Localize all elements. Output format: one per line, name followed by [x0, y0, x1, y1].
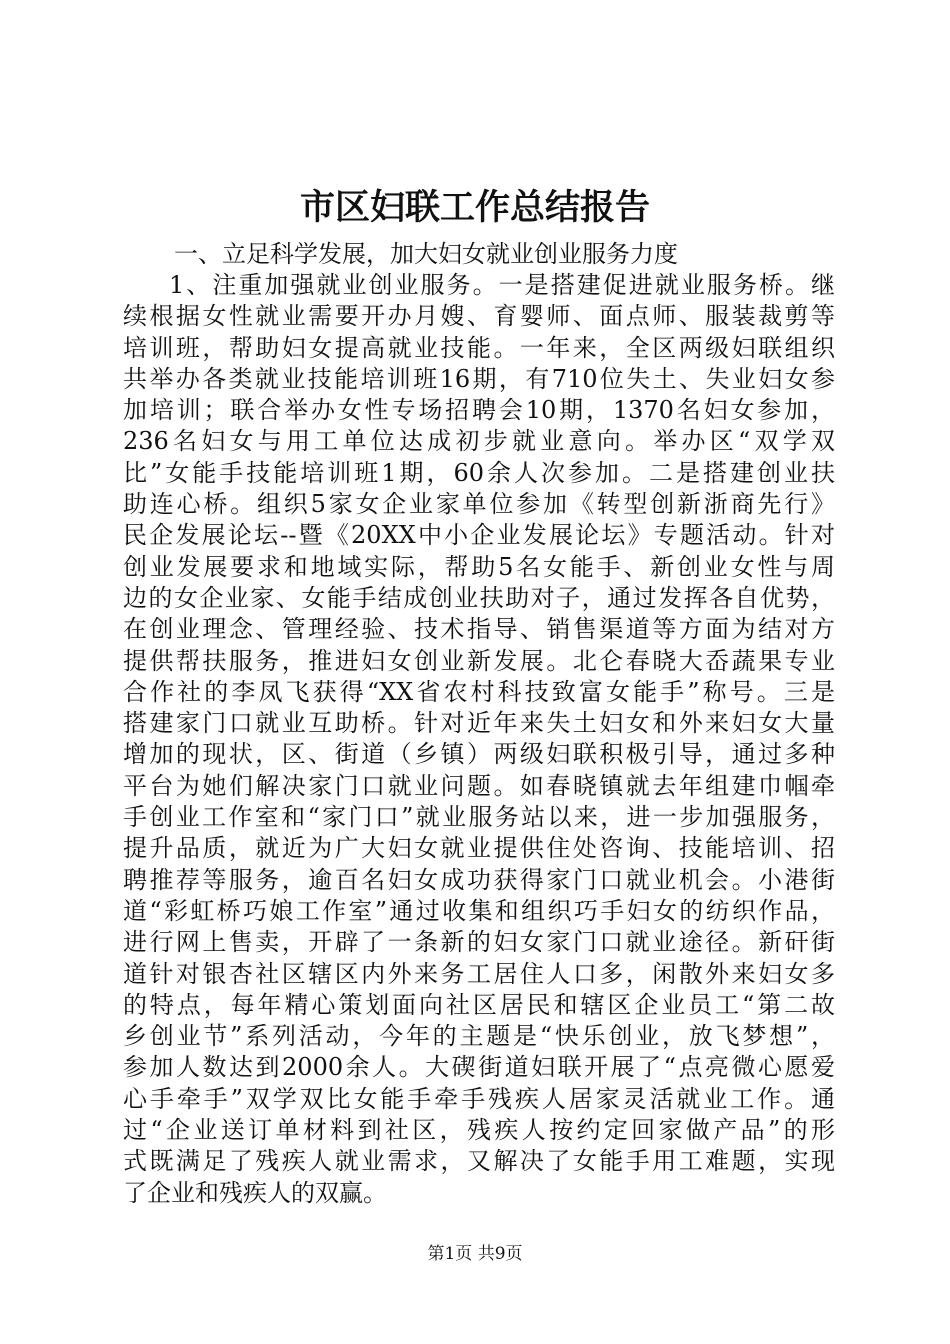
paragraph-line: 续根据女性就业需要开办月嫂、育婴师、面点师、服装裁剪等 — [123, 302, 835, 331]
paragraph-line: 参加人数达到2000余人。大碶街道妇联开展了“点亮微心愿爱 — [123, 1053, 835, 1082]
paragraph-line: 手创业工作室和“家门口”就业服务站以来，进一步加强服务， — [123, 803, 835, 832]
paragraph-line: 合作社的李凤飞获得“XX省农村科技致富女能手”称号。三是 — [123, 677, 835, 706]
document-title: 市区妇联工作总结报告 — [299, 187, 650, 228]
page-footer: 第1页 共9页 — [427, 1244, 523, 1264]
paragraph-line: 了企业和残疾人的双赢。 — [123, 1178, 387, 1207]
paragraph-line: 道针对银杏社区辖区内外来务工居住人口多，闲散外来妇女多 — [123, 959, 835, 988]
paragraph-line: 提供帮扶服务，推进妇女创业新发展。北仑春晓大岙蔬果专业 — [123, 646, 835, 675]
paragraph-line: 助连心桥。组织5家女企业家单位参加《转型创新浙商先行》 — [123, 490, 835, 519]
paragraph-line: 加培训；联合举办女性专场招聘会10期，1370名妇女参加， — [123, 396, 835, 425]
paragraph-line: 边的女企业家、女能手结成创业扶助对子，通过发挥各自优势， — [123, 583, 835, 612]
paragraph-line: 的特点，每年精心策划面向社区居民和辖区企业员工“第二故 — [123, 990, 835, 1019]
paragraph-line: 民企发展论坛--暨《20XX中小企业发展论坛》专题活动。针对 — [123, 521, 835, 550]
body-paragraph — [123, 270, 835, 1209]
paragraph-line: 平台为她们解决家门口就业问题。如春晓镇就去年组建巾帼牵 — [123, 771, 835, 800]
paragraph-line: 比”女能手技能培训班1期，60余人次参加。二是搭建创业扶 — [123, 458, 835, 487]
paragraph-line: 进行网上售卖，开辟了一条新的妇女家门口就业途径。新矸街 — [123, 928, 835, 957]
paragraph-line: 培训班，帮助妇女提高就业技能。一年来，全区两级妇联组织 — [123, 333, 835, 362]
paragraph-line: 心手牵手”双学双比女能手牵手残疾人居家灵活就业工作。通 — [123, 1084, 835, 1113]
paragraph-line: 共举办各类就业技能培训班16期，有710位失土、失业妇女参 — [123, 364, 835, 393]
paragraph-line: 创业发展要求和地域实际，帮助5名女能手、新创业女性与周 — [123, 552, 835, 581]
paragraph-line: 236名妇女与用工单位达成初步就业意向。举办区“双学双 — [123, 427, 835, 456]
paragraph-line: 道“彩虹桥巧娘工作室”通过收集和组织巧手妇女的纺织作品， — [123, 896, 835, 925]
paragraph-line: 1、注重加强就业创业服务。一是搭建促进就业服务桥。继 — [169, 271, 835, 299]
paragraph-line: 过“企业送订单材料到社区，残疾人按约定回家做产品”的形 — [123, 1116, 835, 1145]
paragraph-line: 式既满足了残疾人就业需求，又解决了女能手用工难题，实现 — [123, 1147, 835, 1176]
paragraph-line: 提升品质，就近为广大妇女就业提供住处咨询、技能培训、招 — [123, 834, 835, 863]
paragraph-line: 聘推荐等服务，逾百名妇女成功获得家门口就业机会。小港街 — [123, 865, 835, 894]
paragraph-line: 增加的现状，区、街道（乡镇）两级妇联积极引导，通过多种 — [123, 740, 835, 769]
section-heading: 一、立足科学发展，加大妇女就业创业服务力度 — [174, 240, 678, 268]
paragraph-line: 搭建家门口就业互助桥。针对近年来失土妇女和外来妇女大量 — [123, 709, 835, 738]
paragraph-line: 乡创业节”系列活动，今年的主题是“快乐创业，放飞梦想”， — [123, 1022, 835, 1051]
paragraph-line: 在创业理念、管理经验、技术指导、销售渠道等方面为结对方 — [123, 615, 835, 644]
